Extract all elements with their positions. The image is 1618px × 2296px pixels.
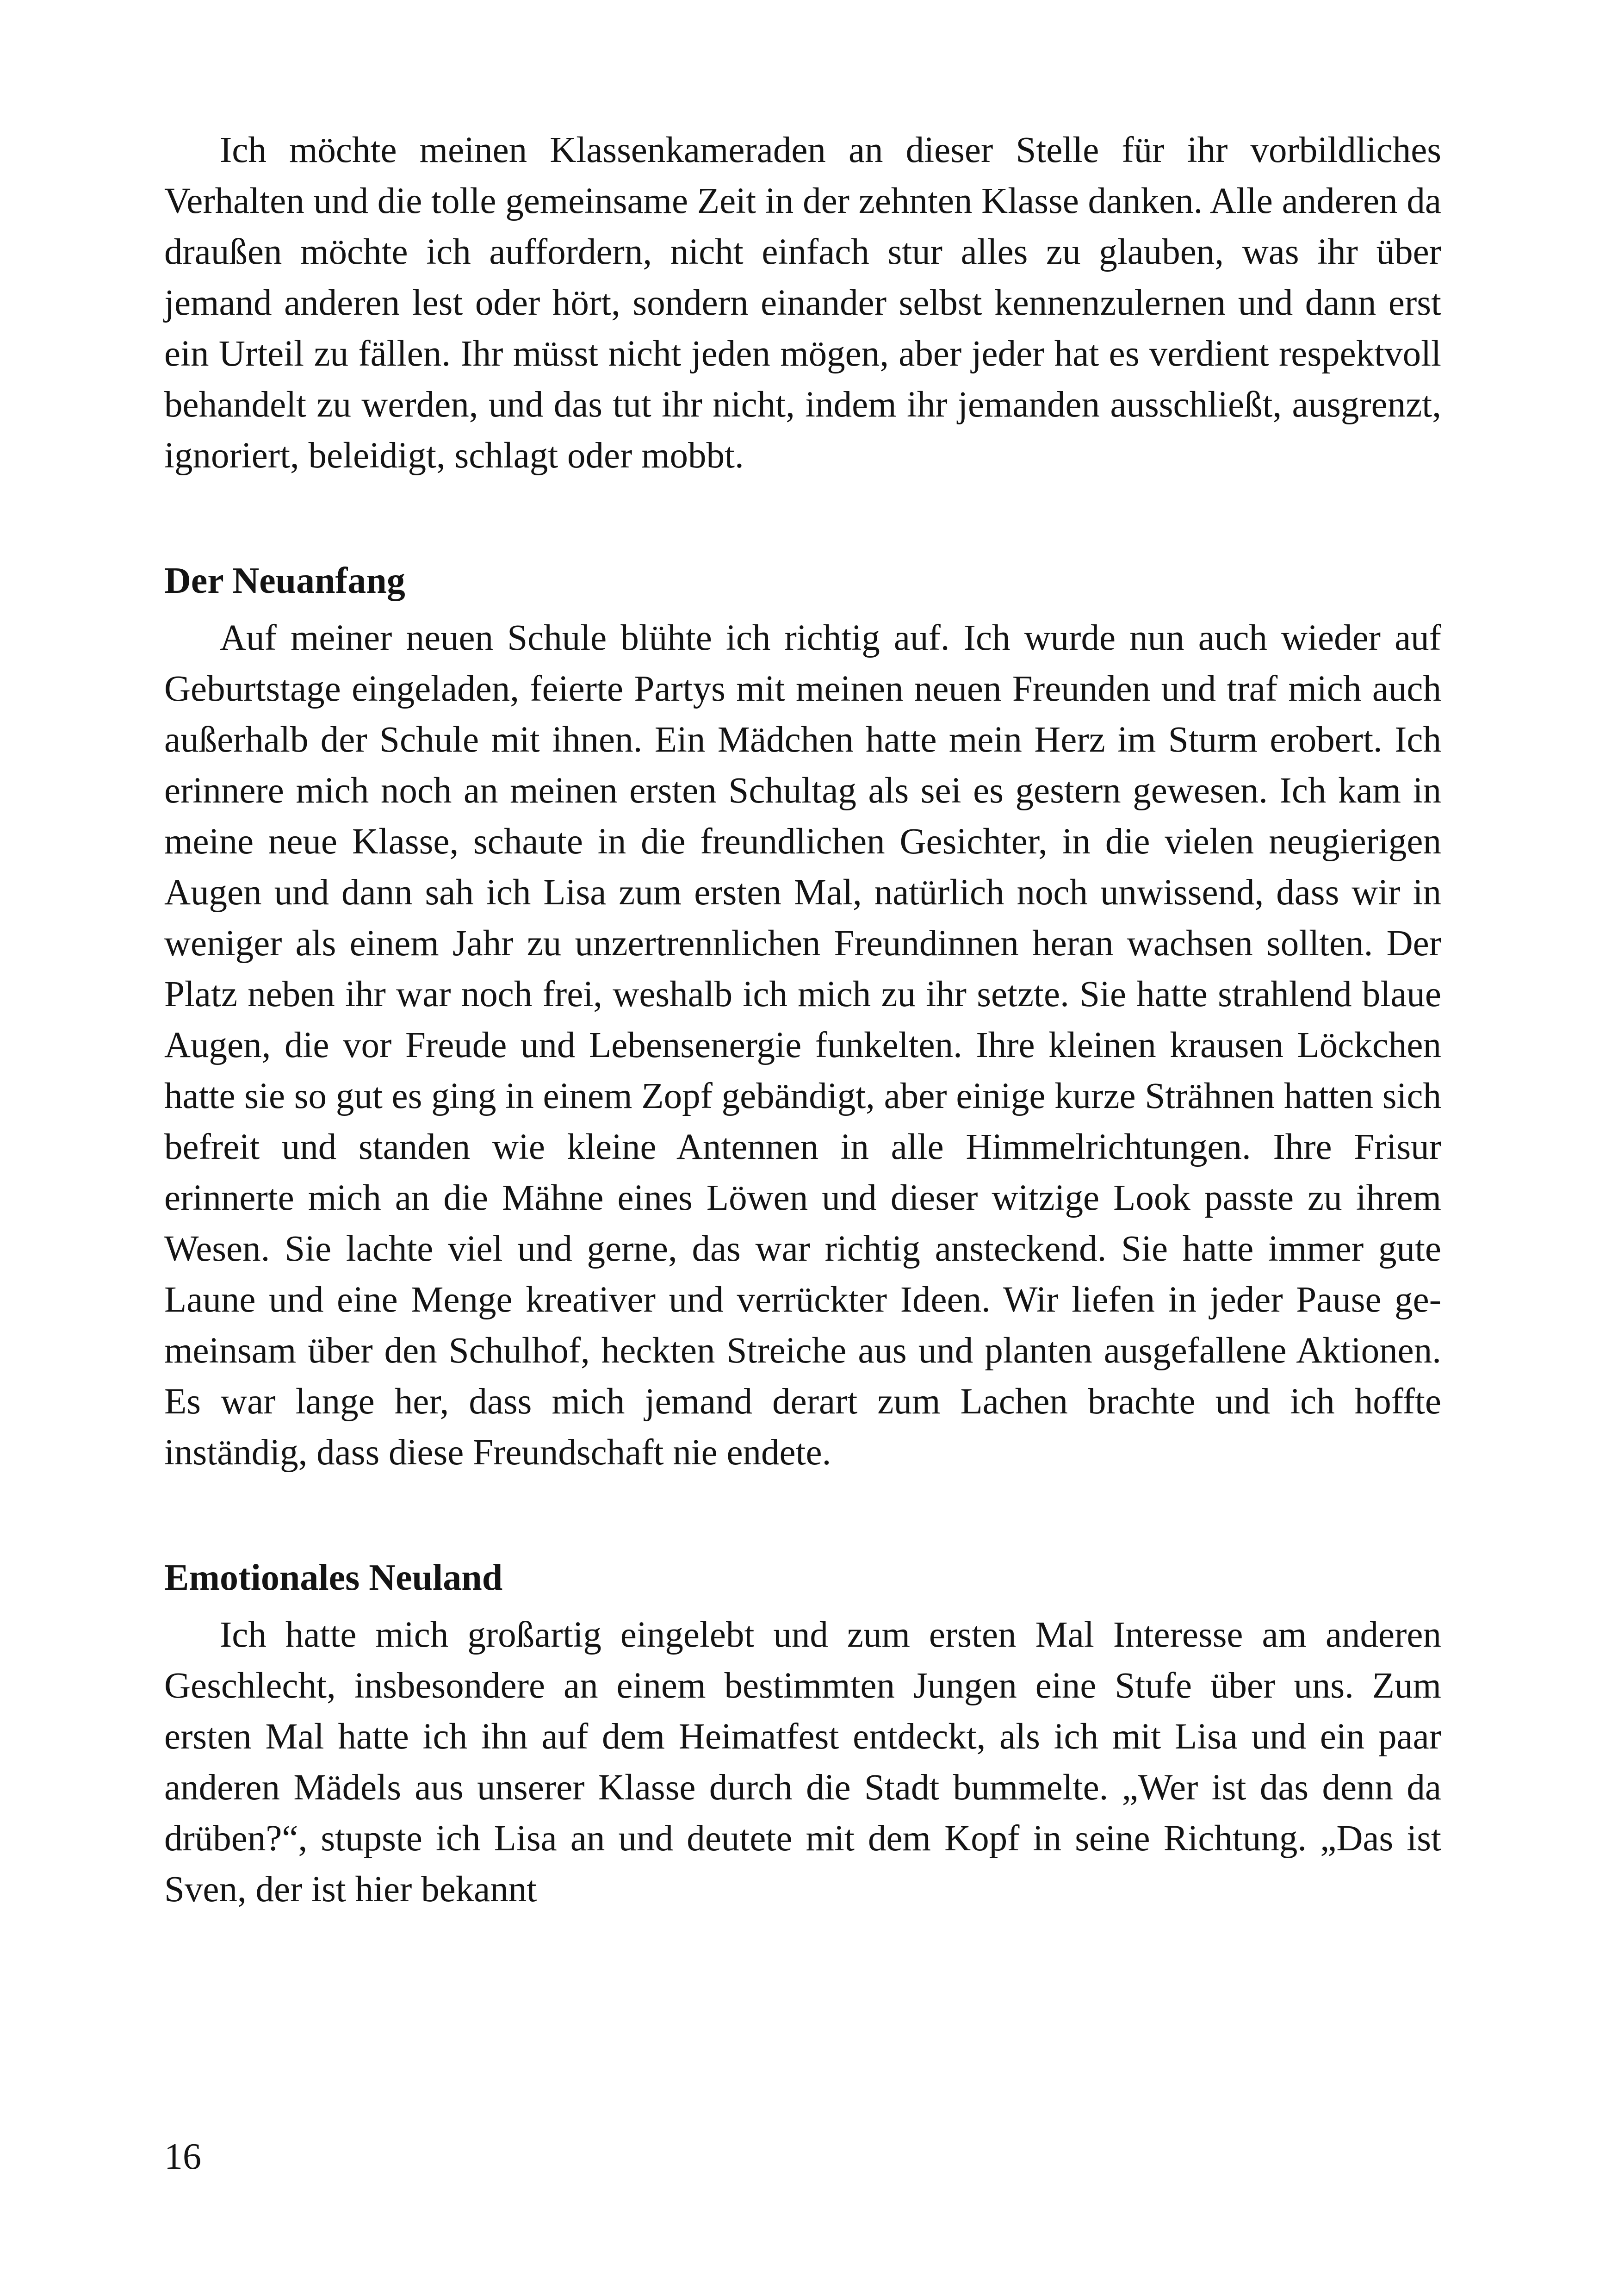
page-body bbox=[164, 125, 1441, 1915]
paragraph-intro: Ich möchte meinen Klassenkameraden an dieser Stelle für ihr vorbildliches Verhalten und die tolle gemeinsame Zeit in der zehnten Klasse danken. Alle anderen da draußen möchte ich auffordern, nicht einfach stur alles zu glauben, was ihr über jemand anderen lest oder hört, sondern einander selbst kennenzulernen und dann erst ein Urteil zu fällen. Ihr müsst nicht jeden mögen, aber jeder hat es verdient respektvoll behandelt zu werden, und das tut ihr nicht, indem ihr jemanden ausschließt, ausgrenzt, ignoriert, beleidigt, schlagt oder mobbt. bbox=[164, 130, 1441, 476]
paragraph-emotionales-neuland: Ich hatte mich großartig eingelebt und zum ersten Mal Interesse am anderen Geschlecht, insbesondere an einem bestimmten Jungen eine Stufe über uns. Zum ersten Mal hatte ich ihn auf dem Heimatfest entdeckt, als ich mit Lisa und ein paar anderen Mädels aus unserer Klasse durch die Stadt bummelte. „Wer ist das denn da drüben?“, stupste ich Lisa an und deutete mit dem Kopf in seine Richtung. „Das ist Sven, der ist hier bekannt bbox=[164, 1615, 1441, 1910]
section-heading-neuanfang: Der Neuanfang bbox=[164, 560, 405, 601]
section-heading-emotionales-neuland: Emotionales Neuland bbox=[164, 1557, 503, 1598]
page-number: 16 bbox=[164, 2136, 201, 2177]
paragraph-neuanfang: Auf meiner neuen Schule blühte ich richtig auf. Ich wurde nun auch wieder auf Geburtstage eingeladen, feierte Partys mit meinen neuen Freunden und traf mich auch außerhalb der Schule mit ihnen. Ein Mädchen hatte mein Herz im Sturm erobert. Ich erinnere mich noch an meinen ersten Schultag als sei es gestern gewesen. Ich kam in meine neue Klasse, schaute in die freundlichen Gesichter, in die vielen neugierigen Augen und dann sah ich Lisa zum ersten Mal, natürlich noch unwissend, dass wir in weniger als einem Jahr zu unzertrennlichen Freundinnen heran wachsen sollten. Der Platz neben ihr war noch frei, weshalb ich mich zu ihr setzte. Sie hatte strahlend blaue Augen, die vor Freude und Lebensenergie funkelten. Ihre kleinen krausen Löckchen hatte sie so gut es ging in einem Zopf gebändigt, aber einige kurze Strähnen hatten sich befreit und standen wie kleine Antennen in alle Himmelrichtungen. Ihre Frisur erinnerte mich an die Mähne eines Löwen und dieser witzige Look passte zu ihrem Wesen. Sie lachte viel und gerne, das war richtig ansteckend. Sie hatte immer gute Laune und eine Menge kreativer und verrückter Ideen. Wir liefen in jeder Pause gemeinsam über den Schulhof, heckten Streiche aus und planten ausgefallene Aktionen. Es war lange her, dass mich jemand derart zum Lachen brachte und ich hoffte inständig, dass diese Freundschaft nie endete. bbox=[164, 618, 1441, 1473]
